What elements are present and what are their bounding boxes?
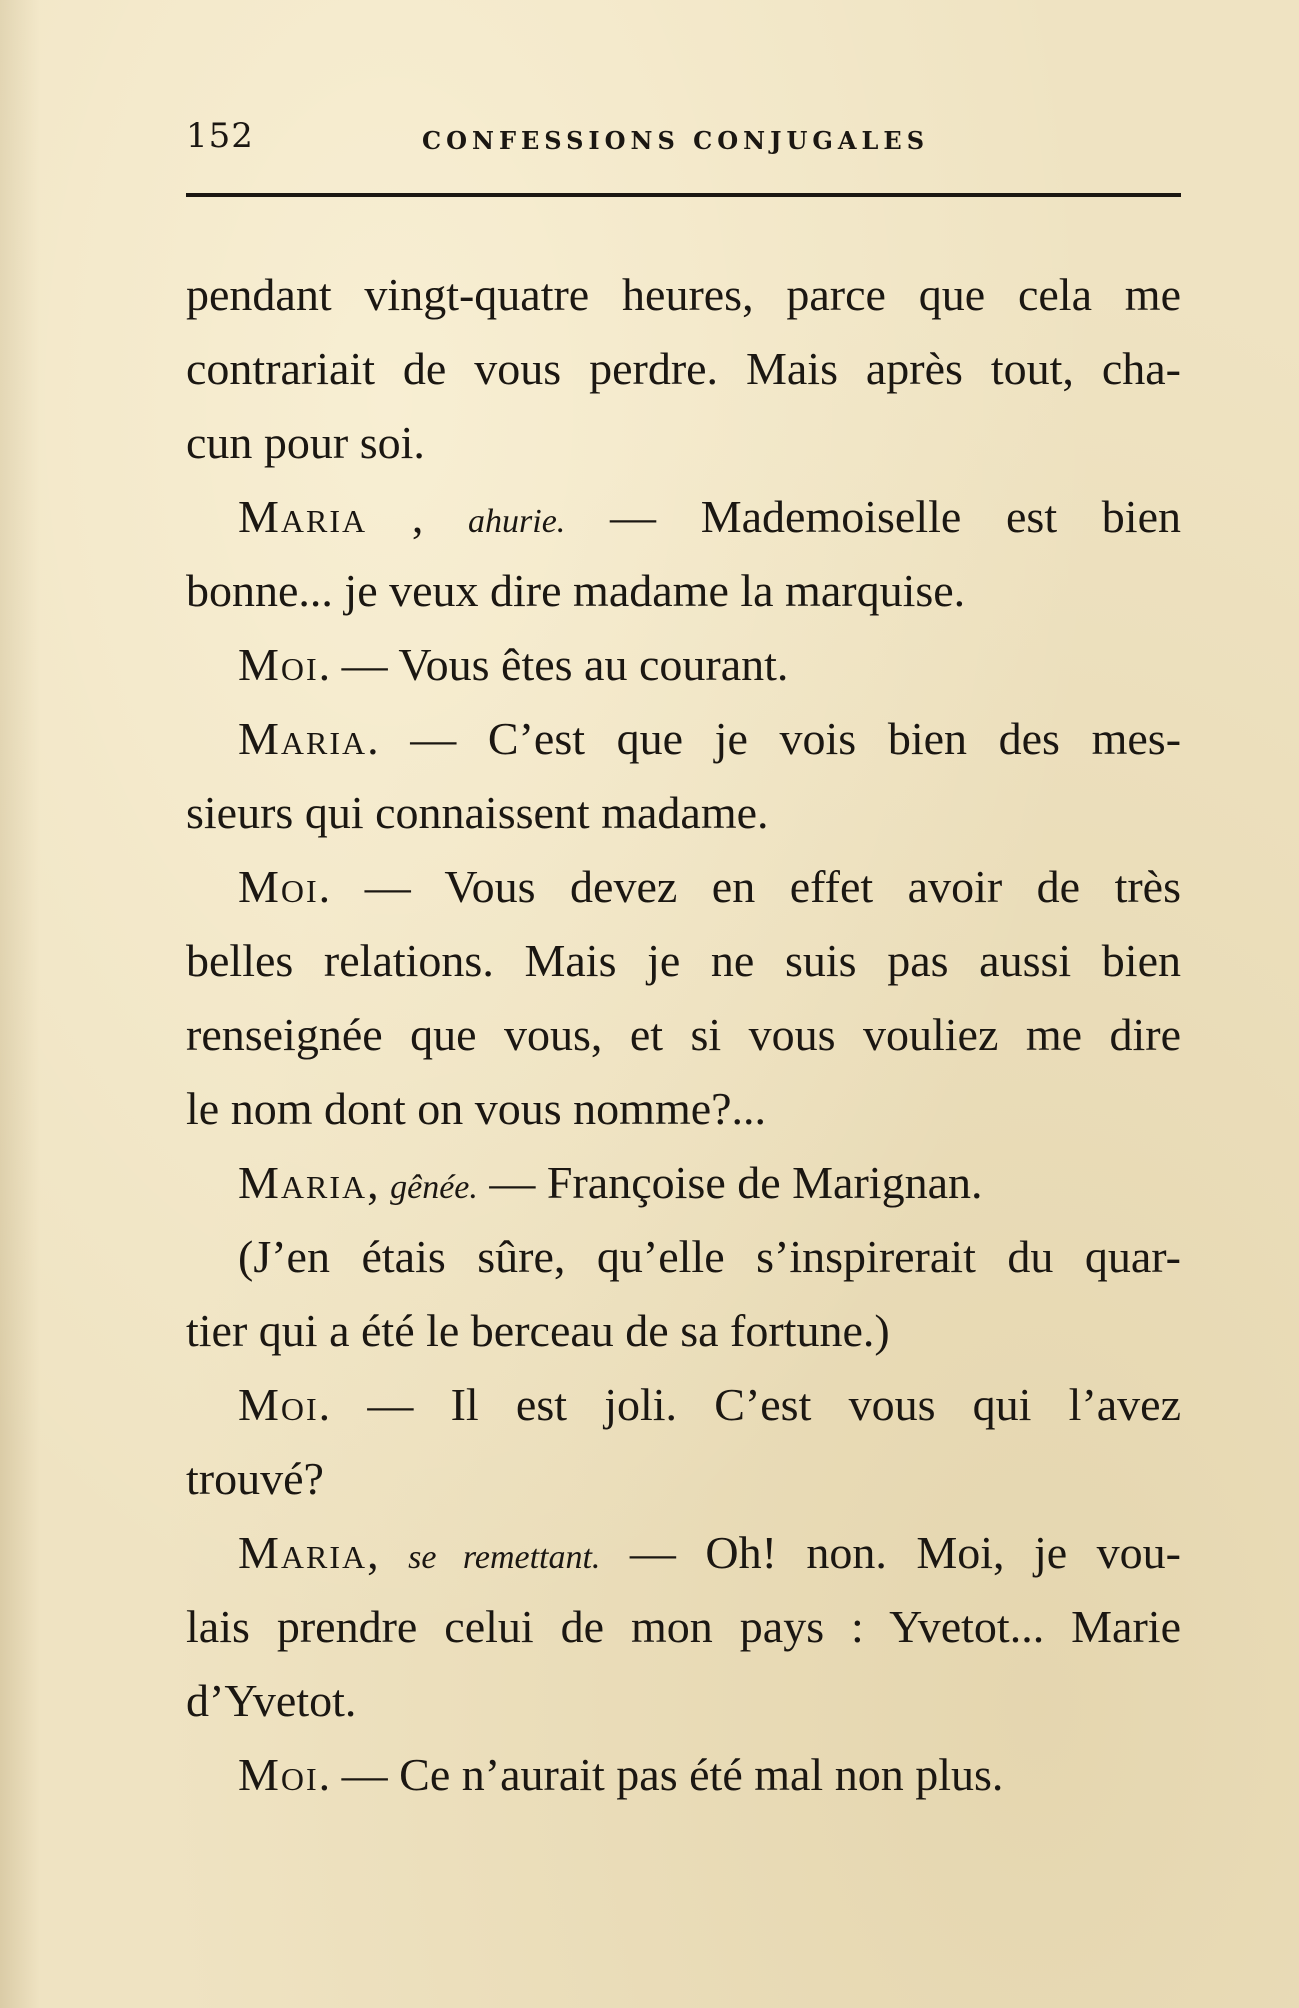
dialogue-line <box>186 702 1181 776</box>
text-line <box>186 332 1181 406</box>
speaker-separator: , <box>367 1157 391 1208</box>
speaker-name: Moi <box>238 639 319 690</box>
line-text: sieurs qui connaissent madame. <box>186 787 769 838</box>
line-text: pendant vingt-quatre heures, parce que cela me <box>186 269 1181 320</box>
stage-direction: se remettant. <box>408 1539 601 1576</box>
stage-direction: ahurie. <box>468 503 566 540</box>
text-line <box>186 1294 1181 1368</box>
speaker-name: Maria <box>238 1157 368 1208</box>
line-text: — Il est joli. C’est vous qui l’avez <box>367 1379 1181 1430</box>
dialogue-line <box>186 850 1181 924</box>
dialogue-line <box>186 1368 1181 1442</box>
text-line <box>186 776 1181 850</box>
dialogue-line <box>186 1516 1181 1590</box>
text-line <box>186 1220 1181 1294</box>
speaker-name: Maria <box>238 713 368 764</box>
line-text: le nom dont on vous nomme?... <box>186 1083 767 1134</box>
line-text: (J’en étais sûre, qu’elle s’inspirerait du quar- <box>238 1231 1181 1282</box>
dialogue-line <box>186 1146 1181 1220</box>
line-text: — Vous êtes au courant. <box>341 639 789 690</box>
line-text: — Mademoiselle est bien <box>565 491 1181 542</box>
text-line <box>186 998 1181 1072</box>
text-line <box>186 554 1181 628</box>
text-line <box>186 924 1181 998</box>
speaker-separator: . <box>318 1749 342 1800</box>
line-text: — Ce n’aurait pas été mal non plus. <box>341 1749 1004 1800</box>
dialogue-line <box>186 628 1181 702</box>
text-body <box>186 258 1181 1812</box>
line-text: tier qui a été le berceau de sa fortune.) <box>186 1305 890 1356</box>
speaker-separator: . <box>318 639 342 690</box>
running-head <box>186 116 1181 166</box>
line-text: cun pour soi. <box>186 417 425 468</box>
line-text: belles relations. Mais je ne suis pas aussi bien <box>186 935 1181 986</box>
text-line <box>186 1664 1181 1738</box>
speaker-separator: . <box>367 713 411 764</box>
dialogue-line <box>186 1738 1181 1812</box>
line-text: — Oh! non. Moi, je vou- <box>600 1527 1181 1578</box>
text-line <box>186 1072 1181 1146</box>
line-text: renseignée que vous, et si vous vouliez me dire <box>186 1009 1181 1060</box>
line-text: trouvé? <box>186 1453 324 1504</box>
line-text: — Vous devez en effet avoir de très <box>364 861 1181 912</box>
speaker-name: Moi <box>238 1749 319 1800</box>
speaker-name: Maria <box>238 1527 368 1578</box>
running-title: CONFESSIONS CONJUGALES <box>422 126 930 155</box>
dialogue-line <box>186 480 1181 554</box>
page-number: 152 <box>186 116 254 156</box>
text-line <box>186 1442 1181 1516</box>
header-rule <box>186 193 1181 197</box>
stage-direction: gênée. <box>390 1169 478 1206</box>
speaker-separator: . <box>318 861 365 912</box>
line-text: — C’est que je vois bien des mes- <box>410 713 1181 764</box>
speaker-separator: , <box>367 491 469 542</box>
line-text: — Françoise de Marignan. <box>477 1157 983 1208</box>
speaker-separator: , <box>367 1527 409 1578</box>
line-text: d’Yvetot. <box>186 1675 357 1726</box>
line-text: bonne... je veux dire madame la marquise. <box>186 565 966 616</box>
text-line <box>186 1590 1181 1664</box>
text-line <box>186 258 1181 332</box>
text-line <box>186 406 1181 480</box>
speaker-separator: . <box>318 1379 368 1430</box>
speaker-name: Maria <box>238 491 368 542</box>
speaker-name: Moi <box>238 1379 319 1430</box>
line-text: lais prendre celui de mon pays : Yvetot... Marie <box>186 1601 1181 1652</box>
line-text: contrariait de vous perdre. Mais après tout, cha- <box>186 343 1181 394</box>
speaker-name: Moi <box>238 861 319 912</box>
